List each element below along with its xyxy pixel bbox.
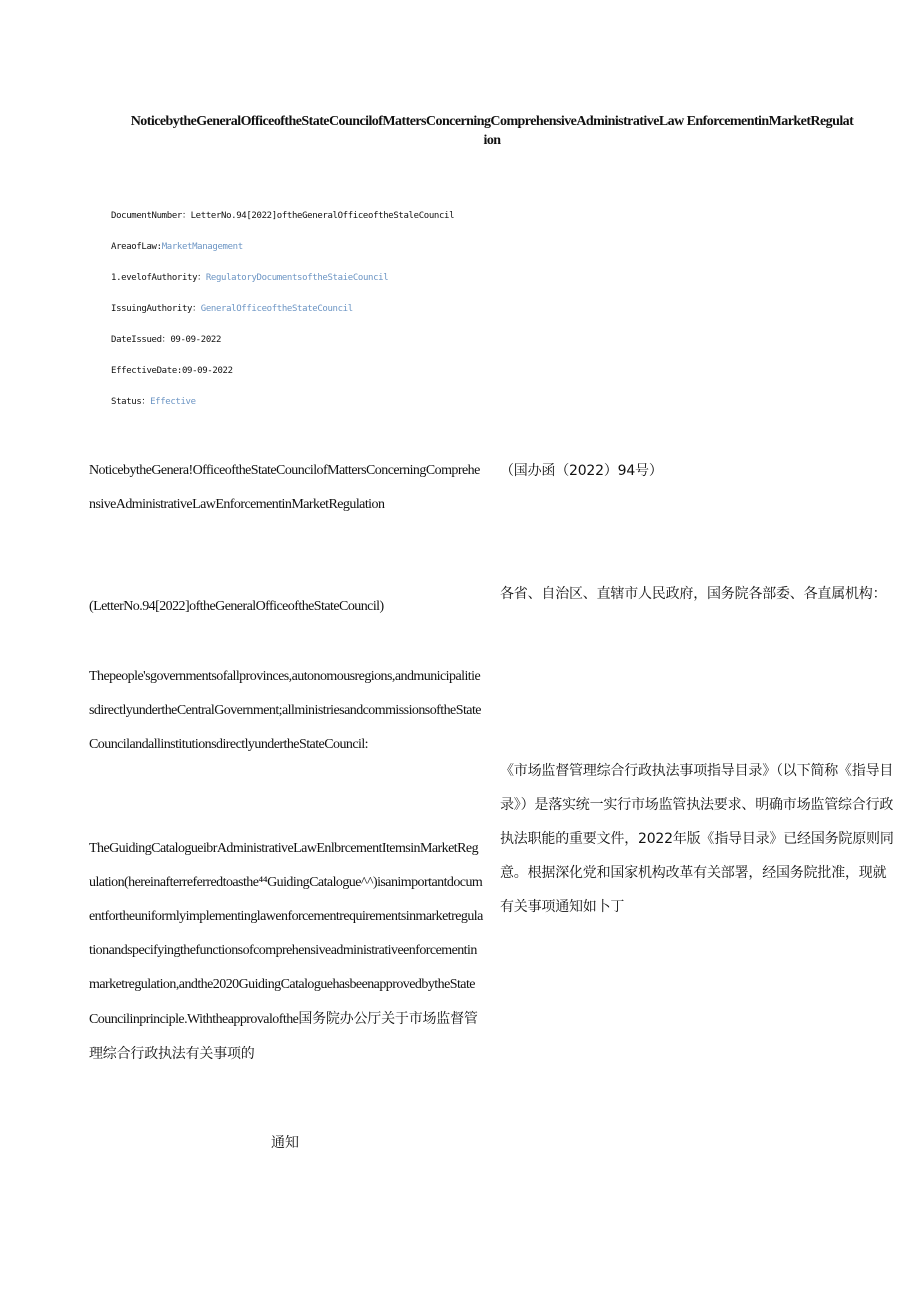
chinese-letter-number: （国办函（2022）94号） [500,463,663,479]
meta-label: 1.evelofAuthority： [111,273,206,283]
meta-label: DateIssued： [111,335,171,345]
meta-date-issued [111,333,611,364]
meta-link[interactable]: RegulatoryDocumentsoftheStaieCouncil [205,273,389,283]
meta-document-number [111,209,611,240]
metadata-block [111,209,611,426]
meta-label: Status： [111,397,151,407]
meta-issuing-authority [111,302,611,333]
meta-area-of-law [111,240,611,271]
meta-value: LetterNo.94[2022]oftheGeneralOfficeoftheStaleCouncil [190,211,455,221]
english-body-cn-tail: 国务院办公厅关于市场监督管理综合行政执法有关事项的 [89,1011,478,1062]
english-body [89,832,483,1072]
notice-word: 通知 [271,1135,299,1151]
meta-label: IssuingAuthority： [111,304,201,314]
english-letter-number: (LetterNo.94[2022]oftheGeneralOfficeoftheStateCouncil) [89,599,384,614]
meta-link[interactable]: MarketManagement [161,242,243,252]
meta-status [111,395,611,426]
english-addressee: Thepeople'sgovernmentsofallprovinces,autonomousregions,andmunicipalitiesdirectlyundertheCentralGovernment;allministriesandcommissionsoftheStateCouncilandallinstitutionsdirectlyundertheStateCouncil: [89,669,481,752]
english-body-text: TheGuidingCatalogueibrAdministrativeLawEnlbrcementItemsinMarketRegulation(hereinafterreferredtoasthe⁴⁴GuidingCatalogue^^)isanimportantdocumentfortheuniformlyimplementinglawenforcementrequirementsinmarketregulationandspecifyingthefunctionsofcomprehensiveadministrativeenforcementinmarketregulation,andthe2020GuidingCataloguehasbeenapprovedbytheStateCouncilinprinciple.Withtheapprovalofthe [89,841,483,1027]
chinese-addressee: 各省、自治区、直辖市人民政府，国务院各部委、各直属机构： [500,586,887,602]
chinese-body: 《市场监督管理综合行政执法事项指导目录》（以下简称《指导目录》）是落实统一实行市场监管执法要求、明确市场监管综合行政执法职能的重要文件，2022年版《指导目录》已经国务院原则同意。根据深化党和国家机构改革有关部署，经国务院批准，现就有关事项通知如卜丁 [500,763,894,915]
english-heading: NoticebytheGenera!OfficeoftheStateCouncilofMattersConcerningComprehensiveAdministrativeLawEnforcementinMarketRegulation [89,463,480,512]
meta-value: 09-09-2022 [181,366,233,376]
meta-effective-date [111,364,611,395]
meta-label: AreaofLaw: [111,242,162,252]
document-title: NoticebytheGeneralOfficeoftheStateCouncilofMattersConcerningComprehensiveAdministrativeLaw EnforcementinMarketRegulation [130,114,854,148]
meta-label: EffectiveDate: [111,366,182,376]
meta-label: DocumentNumber： [111,211,191,221]
meta-link[interactable]: Effective [150,397,196,407]
meta-link[interactable]: GeneralOfficeoftheStateCouncil [200,304,353,314]
meta-level-of-authority [111,271,611,302]
meta-value: 09-09-2022 [170,335,222,345]
